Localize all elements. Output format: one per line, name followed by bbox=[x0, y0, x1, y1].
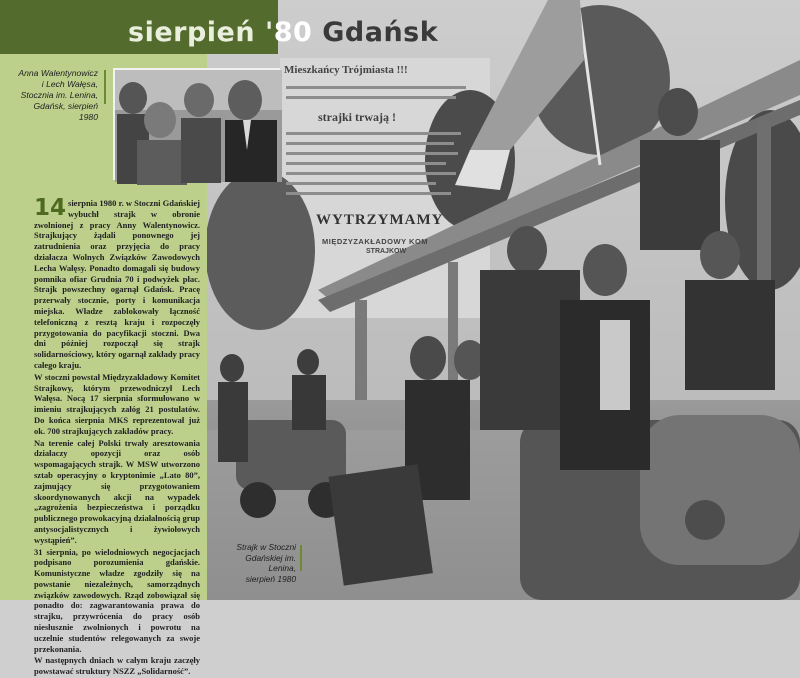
caption-line: Gdańskiej im. Lenina, bbox=[245, 552, 296, 573]
poster-text-line bbox=[286, 96, 456, 99]
title-prefix: sierpień ' bbox=[128, 17, 274, 48]
article-paragraph: 31 sierpnia, po wielodniowych negocjacjach podpisano porozumienia gdańskie. Komunistyczne władze zgodziły się na powstanie niezależnych, samorządnych związków zawodowych. Rząd zobowiązał się ponadto do: zagwarantowania prawa do strajku, przywrócenia do pracy osób niesłusznie zwolnionych i powrotu na uczelnie studentów relegowanych za swoje przekonania. bbox=[34, 546, 200, 654]
article-paragraph: Na terenie całej Polski trwały aresztowania działaczy opozycji oraz osób wspomagających strajk. W MSW utworzono sztab operacyjny o kryptonimie „Lato 80”, zajmujący się przygotowaniem skoordynowanych akcji na wypadek „zagrożenia bezpieczeństwa i porządku publicznego prowokacyjną działalnością grup antysocjalistycznych i żywiołowych wystąpień”. bbox=[34, 437, 200, 545]
title-city: Gdańsk bbox=[322, 17, 439, 48]
page-title bbox=[128, 17, 438, 48]
strike-poster bbox=[282, 62, 482, 312]
poster-text-line bbox=[286, 132, 461, 135]
poster-slogan: WYTRZYMAMY bbox=[316, 212, 444, 228]
caption-line: Strajk w Stoczni bbox=[236, 542, 296, 552]
poster-text-line bbox=[286, 162, 446, 165]
poster-text-line bbox=[286, 86, 466, 89]
inset-photo bbox=[113, 68, 280, 180]
poster-text-line bbox=[286, 192, 451, 195]
poster-text-line bbox=[286, 152, 458, 155]
article-body bbox=[34, 195, 200, 678]
poster-signature: MIĘDZYZAKŁADOWY KOM bbox=[322, 237, 429, 246]
poster-text-line bbox=[286, 182, 436, 185]
caption-line: i Lech Wałęsa, bbox=[41, 79, 98, 89]
paragraph-text: sierpnia 1980 r. w Stoczni Gdańskiej wybuchł strajk w obronie zwolnionej z pracy Anny Walentynowicz. Strajkujący żądali ponownego jej zatrudnienia oraz przyjęcia do pracy działacza Wolnych Związków Zawodowych Lecha Wałęsy. Ponadto domagali się budowy pomnika ofiar Grudnia 70 i podwyżek płac. Strajk powszechny ogarnął Gdańsk. Pracę przerwały stocznie, porty i komunikacja miejska. Władze zablokowały łączność telefoniczną z resztą kraju i rozpoczęły przygotowania do pacyfikacji stoczni. Dwa dni później rozpoczął się strajk solidarnościowy, który ogarnął zakłady pracy całego kraju. bbox=[34, 198, 200, 370]
poster-heading: Mieszkańcy Trójmiasta !!! bbox=[284, 64, 408, 76]
caption-line: Gdańsk, sierpień 1980 bbox=[33, 101, 98, 122]
article-paragraph bbox=[34, 195, 200, 371]
article-paragraph: W następnych dniach w całym kraju zaczęły powstawać struktury NSZZ „Solidarność”. bbox=[34, 655, 200, 677]
title-year: 80 bbox=[273, 17, 313, 48]
article-paragraph: W stoczni powstał Międzyzakładowy Komitet Strajkowy, którym przewodniczył Lech Wałęsa. Nocą 17 sierpnia sformułowano w imieniu strajkujących załóg 21 postulatów. Do końca sierpnia MKS reprezentował już ok. 700 strajkujących zakładów pracy. bbox=[34, 371, 200, 436]
caption-line: Anna Walentynowicz bbox=[18, 68, 98, 78]
poster-heading-strikes: strajki trwają ! bbox=[318, 110, 396, 124]
caption-line: Stocznia im. Lenina, bbox=[20, 90, 98, 100]
poster-signature-2: STRAJKOW bbox=[366, 248, 407, 255]
caption-accent-bar bbox=[300, 545, 302, 571]
inset-photo-illustration bbox=[115, 70, 282, 182]
caption-line: sierpień 1980 bbox=[245, 573, 296, 584]
dropcap: 14 bbox=[34, 195, 67, 221]
main-photo-caption bbox=[228, 542, 296, 584]
caption-accent-bar bbox=[104, 70, 106, 104]
poster-text-line bbox=[286, 172, 456, 175]
inset-photo-caption bbox=[18, 68, 98, 123]
poster-text-line bbox=[286, 142, 454, 145]
